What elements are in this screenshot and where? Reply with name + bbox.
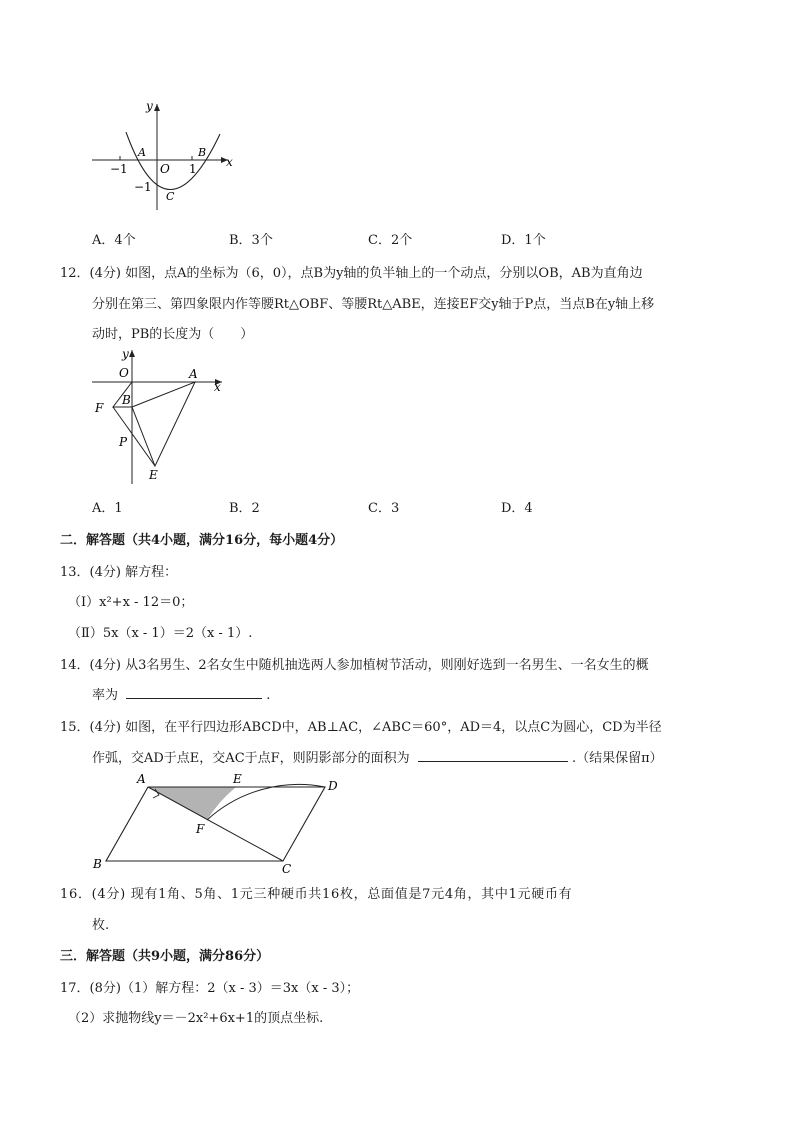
q12-figure	[88, 344, 238, 484]
q14-line-2	[92, 684, 270, 703]
q15-point-c: C	[282, 862, 292, 874]
q16-line-2: 枚.	[92, 918, 110, 933]
section-2-heading: 二．解答题（共4小题，满分16分，每小题4分）	[60, 533, 344, 548]
q16-line-1: 16．(4分) 现有1角、5角、1元三种硬币共16枚，总面值是7元4角，其中1元硬币有	[60, 887, 573, 902]
q15-line-1: 15．(4分) 如图，在平行四边形ABCD中，AB⊥AC，∠ABC＝60°，AD＝4，以点C为圆心，CD为半径	[60, 720, 662, 735]
q12-point-b: B	[122, 393, 131, 407]
fig1-x-label: x	[226, 155, 233, 169]
q11-option-a: A．4个	[92, 233, 136, 248]
q14-line-1: 14．(4分) 从3名男生、2名女生中随机抽选两人参加植树节活动，则刚好选到一名男生、一名女生的概	[60, 658, 649, 673]
q11-option-c: C．2个	[368, 233, 413, 248]
q12-y-label: y	[122, 347, 129, 361]
q15-point-b: B	[93, 857, 102, 871]
q15-answer-blank[interactable]	[418, 747, 568, 762]
q12-line-1: 12．(4分) 如图，点A的坐标为（6，0），点B为y轴的负半轴上的一个动点，分别以OB，AB为直角边	[60, 266, 643, 281]
q12-point-f: F	[95, 401, 104, 415]
shaded-region	[148, 787, 236, 820]
section-3-heading: 三．解答题（共9小题，满分86分）	[60, 949, 270, 964]
q12-line-3: 动时，PB的长度为（ ）	[92, 327, 254, 342]
y-axis-arrow	[129, 350, 135, 357]
q15-point-d: D	[328, 779, 338, 793]
q12-point-e: E	[149, 468, 158, 482]
q14-suffix: .	[266, 688, 271, 703]
fig1-point-b: B	[198, 146, 207, 159]
q12-point-p: P	[119, 435, 128, 449]
fig1-point-c: C	[166, 190, 175, 203]
q17-line-2: （2）求抛物线y＝－2x²+6x+1的顶点坐标.	[68, 1011, 324, 1026]
fig1-origin: O	[160, 162, 170, 176]
fig1-point-a: A	[138, 146, 146, 159]
q17-line-1: 17．(8分)（1）解方程：2（x - 3）＝3x（x - 3）；	[60, 981, 360, 996]
q11-option-d: D．1个	[501, 233, 546, 248]
fig1-y-label: y	[146, 99, 153, 113]
q11-option-b: B．3个	[229, 233, 273, 248]
q15-point-a: A	[137, 772, 146, 786]
q15-point-e: E	[233, 772, 242, 786]
q12-line-2: 分别在第三、第四象限内作等腰Rt△OBF、等腰Rt△ABE，连接EF交y轴于P点，当点B在y轴上移	[92, 297, 655, 312]
q15-line-2	[92, 747, 663, 766]
y-axis-arrow	[154, 104, 160, 111]
q13-part-2: （Ⅱ）5x（x - 1）＝2（x - 1）.	[68, 626, 253, 641]
q13-heading: 13．(4分) 解方程：	[60, 565, 178, 580]
fig1-one: 1	[189, 162, 197, 176]
q12-point-a: A	[189, 367, 198, 381]
q12-option-c: C．3	[368, 501, 400, 516]
fig1-neg1-y: −1	[134, 180, 152, 194]
q12-x-label: x	[214, 380, 221, 394]
q15-figure	[88, 770, 350, 874]
q13-part-1: （Ⅰ）x²+x - 12＝0；	[68, 595, 194, 610]
parabola-figure	[88, 98, 248, 216]
triangle-abe	[132, 382, 195, 466]
q12-option-d: D．4	[501, 501, 533, 516]
fig1-neg1-x: −1	[110, 162, 128, 176]
q12-option-b: B．2	[229, 501, 260, 516]
q15-suffix: .（结果保留π）	[571, 751, 663, 766]
q14-answer-blank[interactable]	[126, 684, 262, 699]
q15-point-f: F	[196, 822, 205, 836]
q14-prefix: 率为	[92, 688, 119, 703]
q12-origin: O	[119, 366, 129, 380]
q12-option-a: A．1	[92, 501, 123, 516]
q15-prefix: 作弧，交AD于点E，交AC于点F，则阴影部分的面积为	[92, 751, 410, 766]
